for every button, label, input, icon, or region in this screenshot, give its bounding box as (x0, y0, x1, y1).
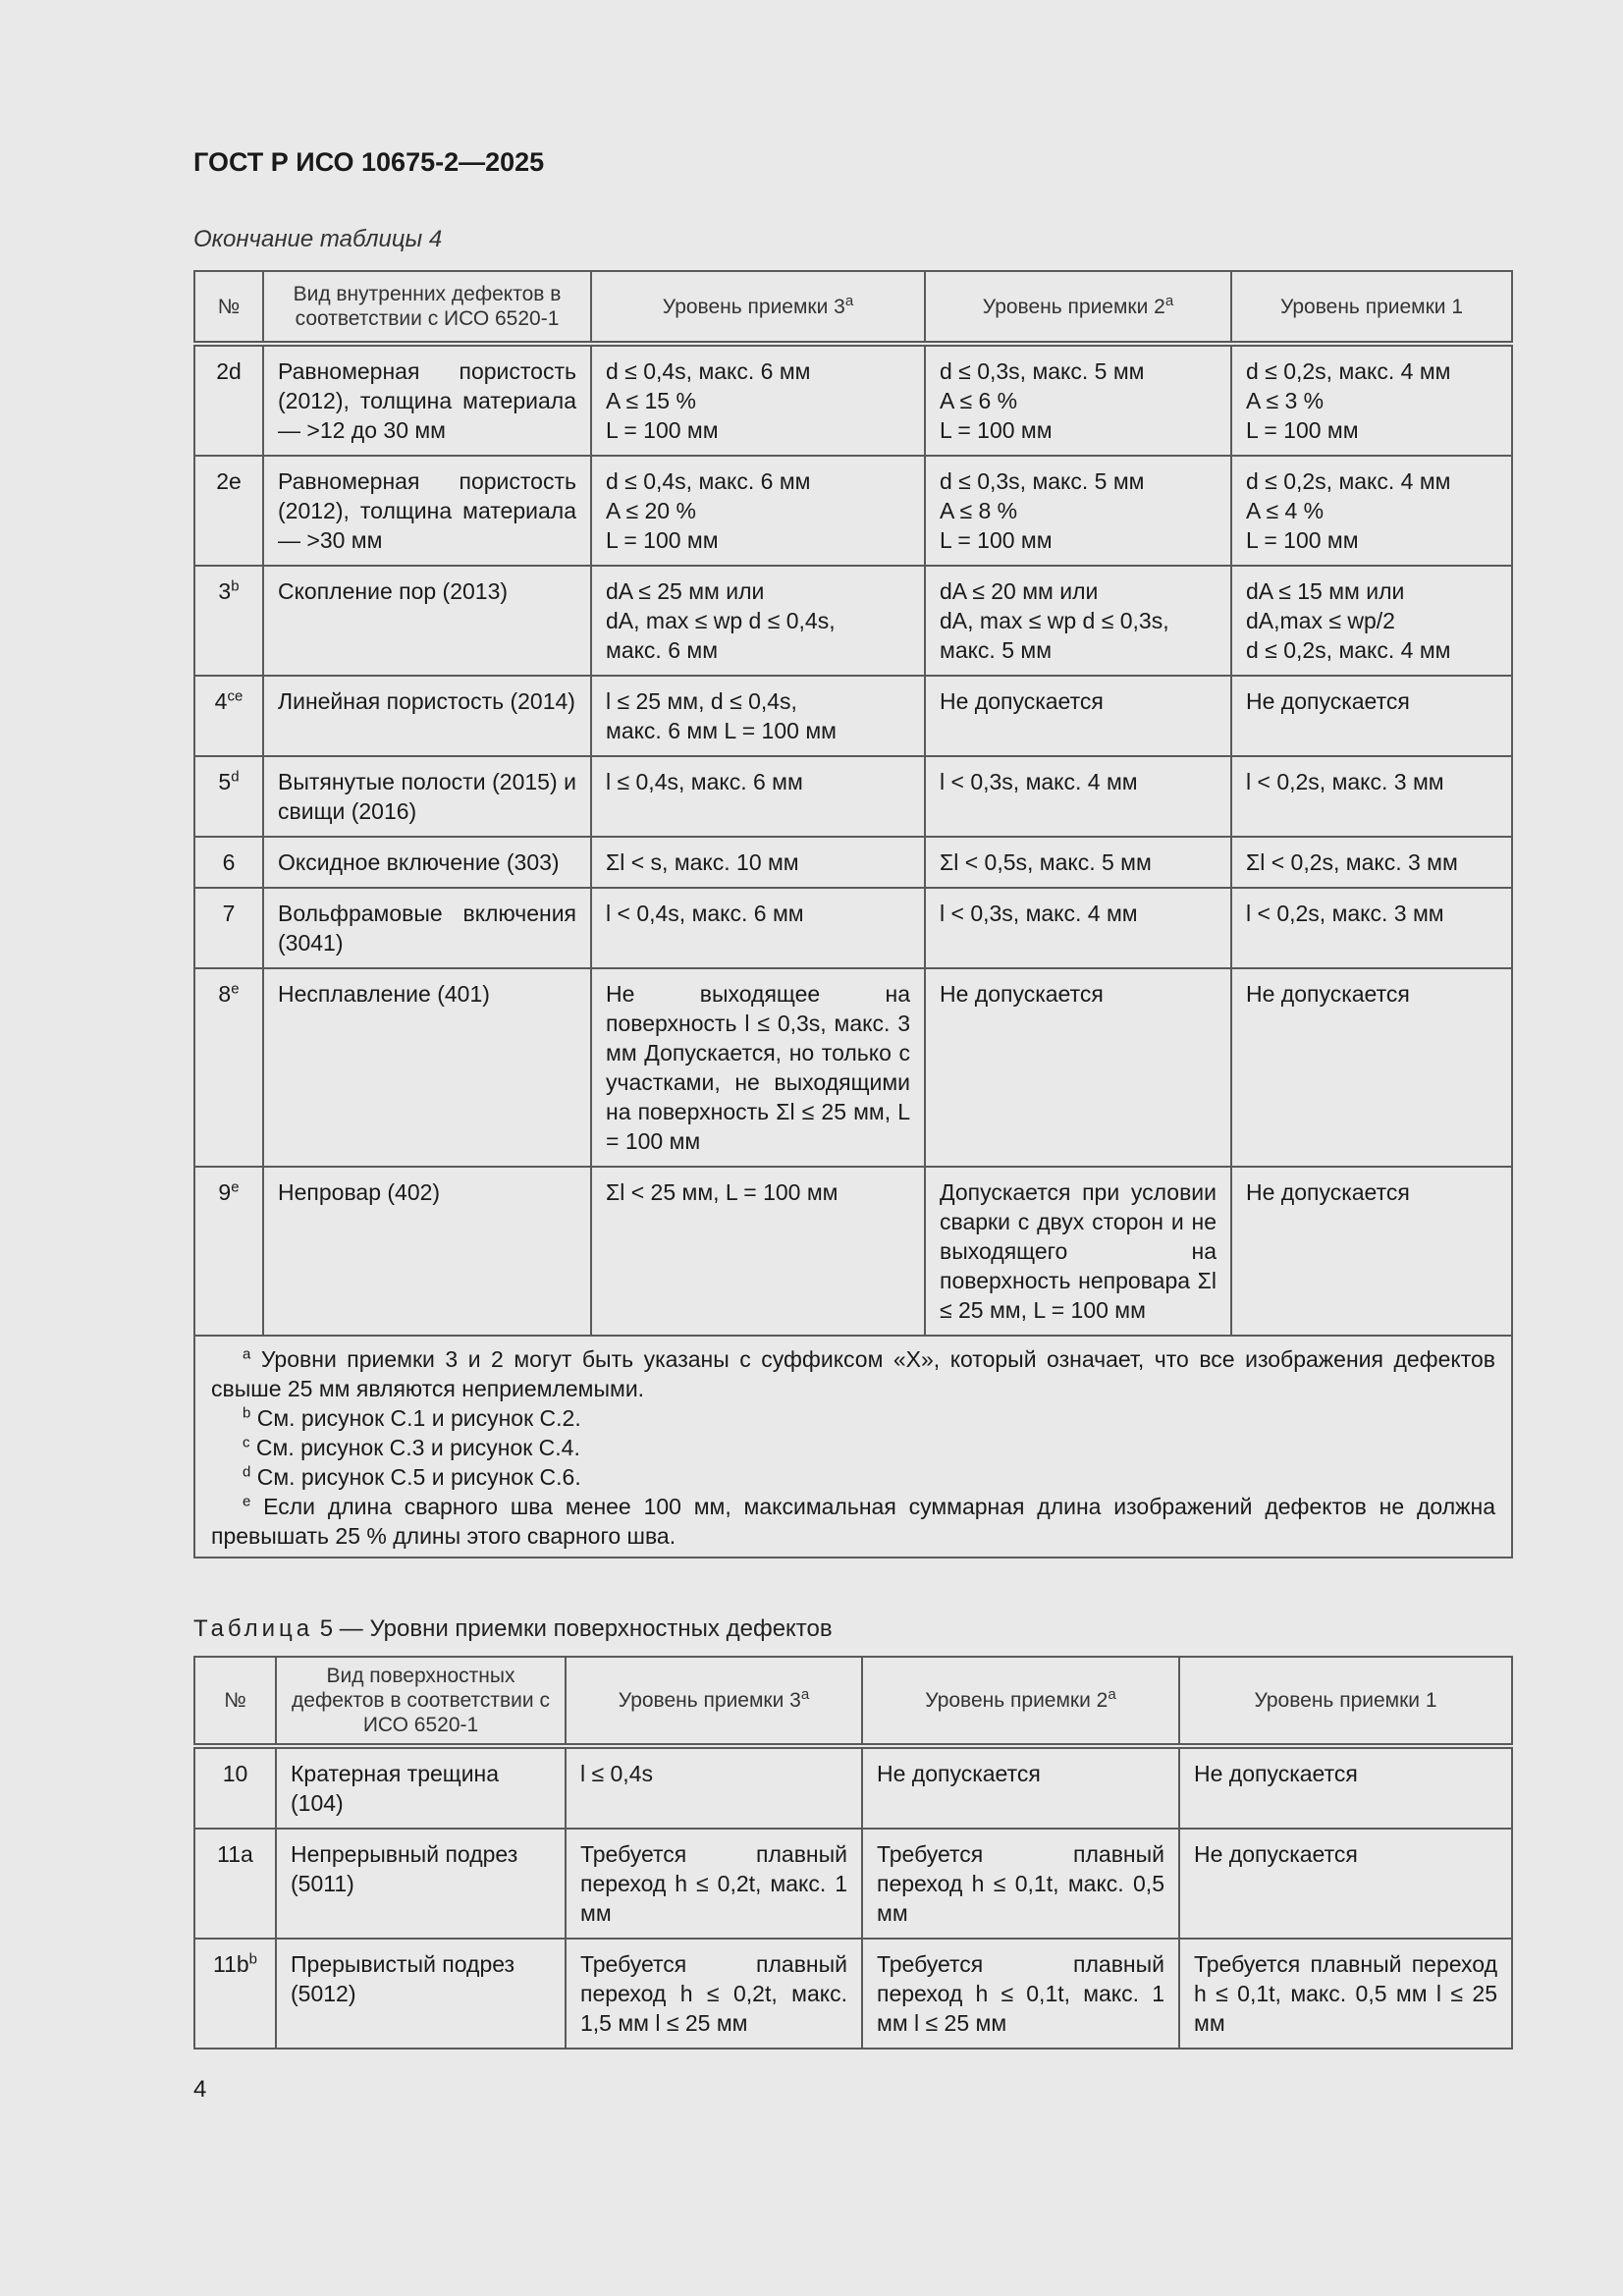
table-header-row (194, 271, 1512, 344)
acceptance-l2-cell: dA ≤ 20 мм или dA, max ≤ wp d ≤ 0,3s, макс. 5 мм (925, 566, 1231, 676)
row-number: 5$^d$ (194, 756, 263, 837)
acceptance-l1-cell: Σl < 0,2s, макс. 3 мм (1231, 837, 1512, 888)
acceptance-l3-cell: l ≤ 0,4s (566, 1746, 862, 1829)
table-row (194, 1829, 1512, 1939)
acceptance-l3-cell: Требуется плавный переход h ≤ 0,2t, макс. 1 мм (566, 1829, 862, 1939)
table-header-row (194, 1657, 1512, 1746)
defect-type-cell: Скопление пор (2013) (263, 566, 591, 676)
row-number: 2e (194, 456, 263, 566)
acceptance-l3-cell: Σl < s, макс. 10 мм (591, 837, 925, 888)
table-note: $^a$ Уровни приемки 3 и 2 могут быть указаны с суффиксом «X», который означает, что все изображения дефектов свыше 25 мм являются неприемлемыми. (211, 1345, 1496, 1401)
acceptance-l3-cell: Требуется плавный переход h ≤ 0,2t, макс. 1,5 мм l ≤ 25 мм (566, 1939, 862, 2049)
col-header-level2: Уровень приемки $2^а$ (862, 1657, 1179, 1746)
table-note: $^c$ См. рисунок С.3 и рисунок С.4. (243, 1434, 580, 1460)
defect-type-cell: Непровар (402) (263, 1167, 591, 1336)
acceptance-l2-cell: Требуется плавный переход h ≤ 0,1t, макс. 0,5 мм (862, 1829, 1179, 1939)
col-header-num: № (194, 271, 263, 344)
acceptance-l2-cell: d ≤ 0,3s, макс. 5 мм A ≤ 8 % L = 100 мм (925, 456, 1231, 566)
table-row (194, 1167, 1512, 1336)
col-header-defect-type: Вид поверхностных дефектов в соответствии с ИСО 6520-1 (276, 1657, 566, 1746)
defect-type-cell: Равномерная пористость (2012), толщина материала — >30 мм (263, 456, 591, 566)
defect-type-cell: Непрерывный подрез (5011) (276, 1829, 566, 1939)
acceptance-l2-cell: l < 0,3s, макс. 4 мм (925, 756, 1231, 837)
table-note: $^e$ Если длина сварного шва менее 100 мм, максимальная суммарная длина изображений дефектов не должна превышать 25 % длины этого сварного шва. (211, 1493, 1495, 1549)
acceptance-l1-cell: Не допускается (1231, 676, 1512, 756)
table-row (194, 837, 1512, 888)
acceptance-l2-cell: Не допускается (925, 676, 1231, 756)
table5-caption: Таблица 5 — Уровни приемки поверхностных дефектов (193, 1615, 833, 1642)
col-header-level3: Уровень приемки $3^а$ (566, 1657, 862, 1746)
acceptance-l1-cell: d ≤ 0,2s, макс. 4 мм A ≤ 4 % L = 100 мм (1231, 456, 1512, 566)
row-number: 3$^b$ (194, 566, 263, 676)
row-number: 9e (194, 1167, 263, 1336)
table-row (194, 756, 1512, 837)
acceptance-l2-cell: Не допускается (925, 968, 1231, 1167)
acceptance-l1-cell: d ≤ 0,2s, макс. 4 мм A ≤ 3 % L = 100 мм (1231, 344, 1512, 456)
table-note: $^b$ См. рисунок С.1 и рисунок С.2. (243, 1404, 581, 1431)
col-header-num: № (194, 1657, 276, 1746)
row-number: $4^{ce}$ (194, 676, 263, 756)
acceptance-l3-cell: l < 0,4s, макс. 6 мм (591, 888, 925, 968)
acceptance-l1-cell: Не допускается (1179, 1746, 1512, 1829)
row-number: 6 (194, 837, 263, 888)
acceptance-l3-cell: d ≤ 0,4s, макс. 6 мм A ≤ 15 % L = 100 мм (591, 344, 925, 456)
defect-type-cell: Вытянутые полости (2015) и свищи (2016) (263, 756, 591, 837)
page-number: 4 (193, 2076, 207, 2103)
acceptance-l1-cell: Не допускается (1231, 968, 1512, 1167)
acceptance-l1-cell: l < 0,2s, макс. 3 мм (1231, 756, 1512, 837)
table-notes-row (194, 1336, 1512, 1558)
acceptance-l2-cell: Допускается при условии сварки с двух сторон и не выходящего на поверхность непровара Σl ≤ 25 мм, L = 100 мм (925, 1167, 1231, 1336)
acceptance-l2-cell: Требуется плавный переход h ≤ 0,1t, макс. 1 мм l ≤ 25 мм (862, 1939, 1179, 2049)
acceptance-l1-cell: Не допускается (1231, 1167, 1512, 1336)
table-row (194, 1746, 1512, 1829)
table-row (194, 456, 1512, 566)
acceptance-l1-cell: l < 0,2s, макс. 3 мм (1231, 888, 1512, 968)
row-number: 8e (194, 968, 263, 1167)
table-row (194, 1939, 1512, 2049)
table-surface-defects (193, 1656, 1513, 2050)
col-header-level3: Уровень приемки $3^а$ (591, 271, 925, 344)
col-header-level2: Уровень приемки $2^а$ (925, 271, 1231, 344)
document-title: ГОСТ Р ИСО 10675-2—2025 (193, 147, 545, 177)
table-row (194, 968, 1512, 1167)
table-row (194, 566, 1512, 676)
row-number: 7 (194, 888, 263, 968)
col-header-level1: Уровень приемки 1 (1231, 271, 1512, 344)
acceptance-l2-cell: Σl < 0,5s, макс. 5 мм (925, 837, 1231, 888)
row-number: $11b^b$ (194, 1939, 276, 2049)
defect-type-cell: Равномерная пористость (2012), толщина материала — >12 до 30 мм (263, 344, 591, 456)
table-row (194, 344, 1512, 456)
table-row (194, 888, 1512, 968)
acceptance-l3-cell: l ≤ 0,4s, макс. 6 мм (591, 756, 925, 837)
defect-type-cell: Вольфрамовые включения (3041) (263, 888, 591, 968)
row-number: 10 (194, 1746, 276, 1829)
acceptance-l2-cell: l < 0,3s, макс. 4 мм (925, 888, 1231, 968)
acceptance-l3-cell: Σl < 25 мм, L = 100 мм (591, 1167, 925, 1336)
table4-continuation-caption: Окончание таблицы 4 (193, 226, 443, 252)
acceptance-l2-cell: d ≤ 0,3s, макс. 5 мм A ≤ 6 % L = 100 мм (925, 344, 1231, 456)
acceptance-l2-cell: Не допускается (862, 1746, 1179, 1829)
acceptance-l3-cell: d ≤ 0,4s, макс. 6 мм A ≤ 20 % L = 100 мм (591, 456, 925, 566)
acceptance-l1-cell: Не допускается (1179, 1829, 1512, 1939)
acceptance-l1-cell: dA ≤ 15 мм или dA,max ≤ wp/2 d ≤ 0,2s, макс. 4 мм (1231, 566, 1512, 676)
defect-type-cell: Оксидное включение (303) (263, 837, 591, 888)
row-number: 11a (194, 1829, 276, 1939)
table-note: $^d$ См. рисунок С.5 и рисунок С.6. (243, 1463, 581, 1490)
acceptance-l3-cell: dA ≤ 25 мм или dA, max ≤ wp d ≤ 0,4s, макс. 6 мм (591, 566, 925, 676)
acceptance-l3-cell: Не выходящее на поверхность l ≤ 0,3s, макс. 3 мм Допускается, но только с участками, не выходящими на поверхность Σl ≤ 25 мм, L = 100 мм (591, 968, 925, 1167)
defect-type-cell: Несплавление (401) (263, 968, 591, 1167)
acceptance-l1-cell: Требуется плавный переход h ≤ 0,1t, макс. 0,5 мм l ≤ 25 мм (1179, 1939, 1512, 2049)
acceptance-l3-cell: l ≤ 25 мм, d ≤ 0,4s, макс. 6 мм L = 100 мм (591, 676, 925, 756)
col-header-defect-type: Вид внутренних дефектов в соответствии с ИСО 6520-1 (263, 271, 591, 344)
defect-type-cell: Кратерная трещина (104) (276, 1746, 566, 1829)
table-row (194, 676, 1512, 756)
col-header-level1: Уровень приемки 1 (1179, 1657, 1512, 1746)
defect-type-cell: Прерывистый подрез (5012) (276, 1939, 566, 2049)
defect-type-cell: Линейная пористость (2014) (263, 676, 591, 756)
row-number: 2d (194, 344, 263, 456)
table-internal-defects (193, 270, 1513, 1558)
table-notes (194, 1336, 1512, 1558)
